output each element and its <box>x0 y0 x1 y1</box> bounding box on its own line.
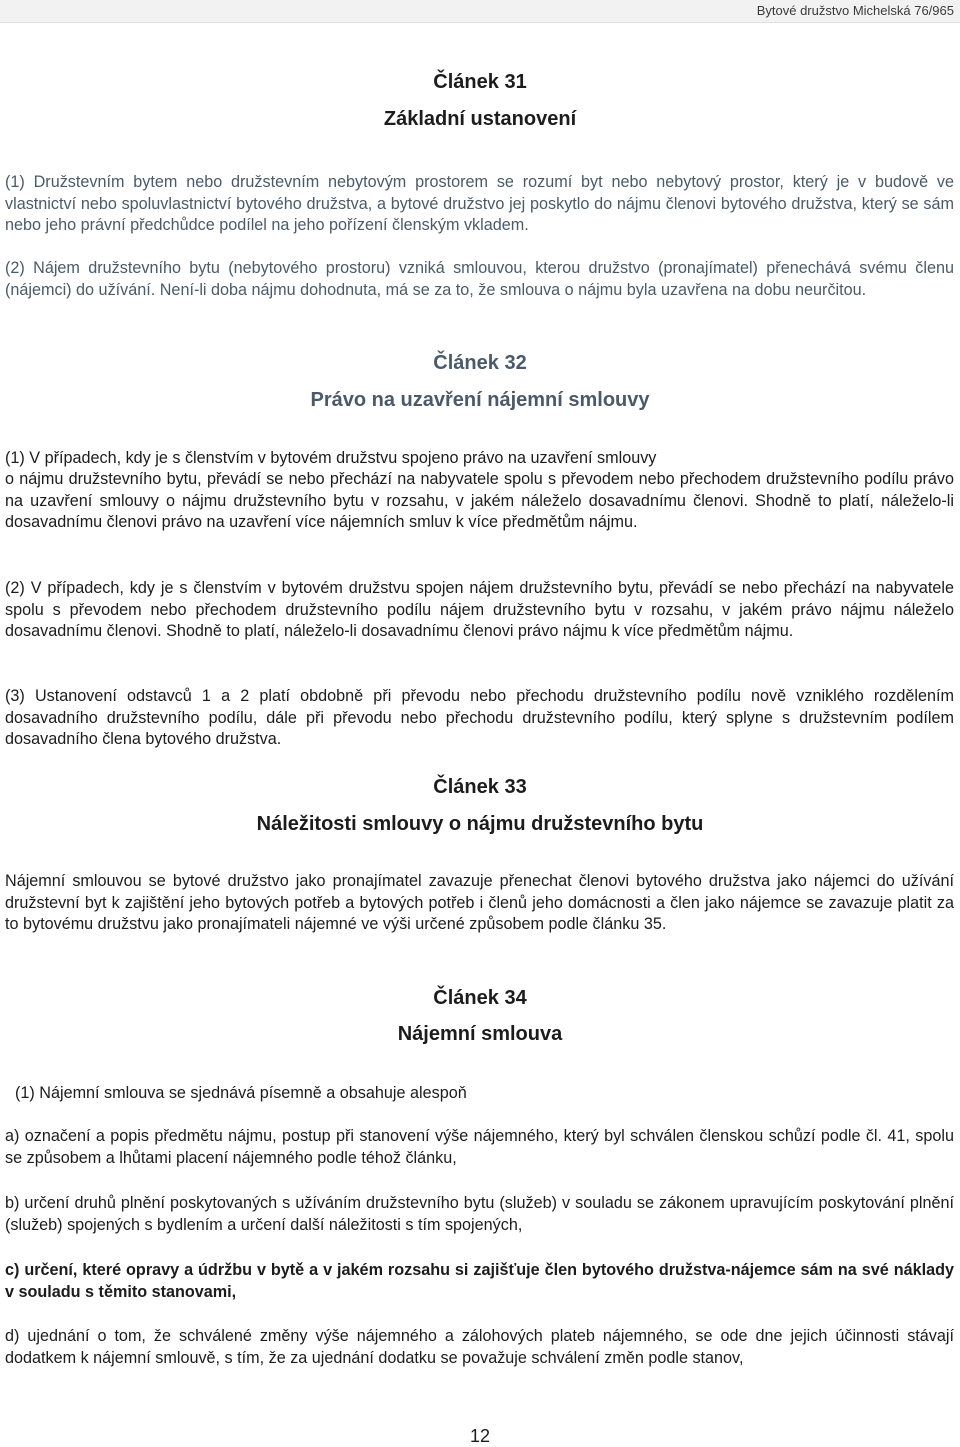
article-31-number: Článek 31 <box>433 71 527 93</box>
article-32-paragraph-1-intro: (1) V případech, kdy je s členstvím v bytovém družstvu spojeno právo na uzavření smlouvy <box>5 449 657 467</box>
article-32-title: Právo na uzavření nájemní smlouvy <box>310 389 650 411</box>
article-34-item-d: d) ujednání o tom, že schválené změny výše nájemného a zálohových plateb nájemného, se ode dne jejich účinnosti stávají dodatkem k nájemní smlouvě, s tím, že za ujednání dodatku se považuje schválení změn podle stanov, <box>5 1327 954 1367</box>
article-34-item-a: a) označení a popis předmětu nájmu, postup při stanovení výše nájemného, který byl schválen členskou schůzí podle čl. 41, spolu se způsobem a lhůtami placení nájemného podle téhož článku, <box>5 1127 954 1167</box>
article-34-number: Článek 34 <box>433 987 527 1009</box>
page-number: 12 <box>469 1426 491 1446</box>
article-32-paragraph-2: (2) V případech, kdy je s členstvím v bytovém družstvu spojen nájem družstevního bytu, převádí se nebo přechází na nabyvatele spolu s převodem nebo přechodem družstevního podílu nájem družstevního bytu v rozsahu, v jakém právo nájmu náleželo dosavadnímu členovi. Shodně to platí, náleželo-li dosavadnímu členovi právo nájmu k více předmětům nájmu. <box>5 579 954 641</box>
article-31-paragraph-1: (1) Družstevním bytem nebo družstevním nebytovým prostorem se rozumí byt nebo nebytový prostor, který je v budově ve vlastnictví nebo spoluvlastnictví bytového družstva, a bytové družstvo jej poskytlo do nájmu členovi bytového družstva, který se sám nebo jeho právní předchůdce podílel na jeho pořízení členským vkladem. <box>5 173 954 235</box>
header-text: Bytové družstvo Michelská 76/965 <box>756 3 954 18</box>
article-32-paragraph-3: (3) Ustanovení odstavců 1 a 2 platí obdobně při převodu nebo přechodu družstevního podílu nově vzniklého rozdělením dosavadního družstevního podílu, dále při převodu nebo přechodu družstevního podílu, který splyne s družstevním podílem dosavadního člena bytového družstva. <box>5 687 954 749</box>
article-31-paragraph-2: (2) Nájem družstevního bytu (nebytového prostoru) vzniká smlouvou, kterou družstvo (pronajímatel) přenechává svému členu (nájemci) do užívání. Není-li doba nájmu dohodnuta, má se za to, že smlouva o nájmu byla uzavřena na dobu neurčitou. <box>5 259 954 299</box>
page-header <box>0 0 960 23</box>
article-33-paragraph-1: Nájemní smlouvou se bytové družstvo jako pronajímatel zavazuje přenechat členovi bytového družstva jako nájemci do užívání družstevní byt k zajištění jeho bytových potřeb a bytových potřeb i členů jeho domácnosti a člen jako nájemce se zavazuje platit za to bytovému družstvu jako pronajímateli nájemné ve výši určené způsobem podle článku 35. <box>5 872 954 934</box>
article-33-number: Článek 33 <box>433 776 527 798</box>
article-34-title: Nájemní smlouva <box>397 1023 563 1045</box>
article-33-title: Náležitosti smlouvy o nájmu družstevního bytu <box>256 813 704 835</box>
article-34-item-b: b) určení druhů plnění poskytovaných s užíváním družstevního bytu (služeb) v souladu se zákonem upravujícím poskytování plnění (služeb) spojených s bydlením a určení další náležitosti s tím spojených, <box>5 1194 954 1234</box>
article-34-paragraph-1: (1) Nájemní smlouva se sjednává písemně a obsahuje alespoň <box>15 1084 467 1102</box>
article-32-number: Článek 32 <box>433 352 527 374</box>
article-32-paragraph-1: o nájmu družstevního bytu, převádí se nebo přechází na nabyvatele spolu s převodem nebo přechodem družstevního podílu právo na uzavření smlouvy o nájmu družstevního bytu v rozsahu, v jakém náleželo dosavadnímu členovi. Shodně to platí, náleželo-li dosavadnímu členovi právo na uzavření více nájemních smluv k více předmětům nájmu. <box>5 470 954 532</box>
article-31-title: Základní ustanovení <box>383 108 577 130</box>
article-34-item-c: c) určení, které opravy a údržbu v bytě a v jakém rozsahu si zajišťuje člen bytového družstva-nájemce sám na své náklady v souladu s těmito stanovami, <box>5 1261 954 1301</box>
